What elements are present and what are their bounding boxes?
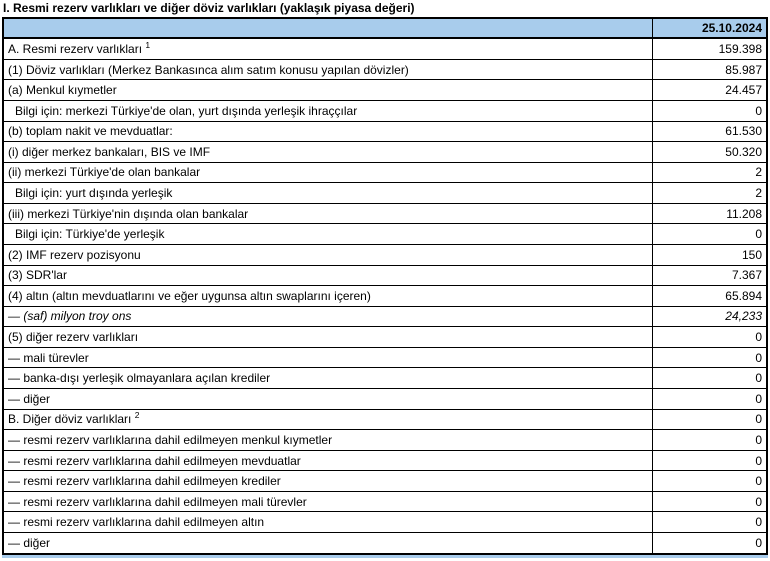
table-row — [3, 80, 767, 101]
table-row — [3, 203, 767, 224]
table-header-row — [3, 18, 767, 38]
table-row — [3, 100, 767, 121]
row-label-cell: — resmi rezerv varlıklarına dahil edilmeyen mevduatlar — [3, 450, 652, 471]
row-label-cell: (1) Döviz varlıkları (Merkez Bankasınca alım satım konusu yapılan dövizler) — [3, 59, 652, 80]
reserves-table — [2, 17, 768, 555]
table-row — [3, 347, 767, 368]
table-row — [3, 491, 767, 512]
table-row — [3, 121, 767, 142]
table-row — [3, 430, 767, 451]
table-row — [3, 265, 767, 286]
row-label-cell: (i) diğer merkez bankaları, BIS ve IMF — [3, 142, 652, 163]
date-header-cell: 25.10.2024 — [652, 18, 767, 38]
row-value-cell: 85.987 — [652, 59, 767, 80]
table-row — [3, 533, 767, 554]
table-row — [3, 38, 767, 59]
table-row — [3, 389, 767, 410]
row-value-cell: 2 — [652, 183, 767, 204]
row-label-cell: (3) SDR'lar — [3, 265, 652, 286]
row-label-cell: Bilgi için: yurt dışında yerleşik — [3, 183, 652, 204]
table-row — [3, 409, 767, 430]
table-body — [3, 38, 767, 554]
table-row — [3, 142, 767, 163]
row-label-cell: (a) Menkul kıymetler — [3, 80, 652, 101]
row-label-cell: — resmi rezerv varlıklarına dahil edilmeyen krediler — [3, 471, 652, 492]
row-label-cell: B. Diğer döviz varlıkları $^2$ — [3, 409, 652, 430]
table-row — [3, 450, 767, 471]
row-label-cell: (4) altın (altın mevduatlarını ve eğer uygunsa altın swaplarını içeren) — [3, 286, 652, 307]
row-value-cell: 0 — [652, 224, 767, 245]
row-value-cell: 0 — [652, 491, 767, 512]
row-value-cell: 7.367 — [652, 265, 767, 286]
footnote-marker: 1 — [145, 39, 151, 50]
row-value-cell: 0 — [652, 409, 767, 430]
row-label-cell: (5) diğer rezerv varlıkları — [3, 327, 652, 348]
row-value-cell: 0 — [652, 512, 767, 533]
table-row — [3, 162, 767, 183]
row-value-cell: 50.320 — [652, 142, 767, 163]
table-row — [3, 306, 767, 327]
table-row — [3, 244, 767, 265]
table-row — [3, 471, 767, 492]
page-title: I. Resmi rezerv varlıkları ve diğer döviz varlıkları (yaklaşık piyasa değeri) — [3, 1, 415, 15]
row-label-cell: — resmi rezerv varlıklarına dahil edilmeyen mali türevler — [3, 491, 652, 512]
table-row — [3, 327, 767, 348]
row-value-cell: 159.398 — [652, 38, 767, 59]
row-value-cell: 11.208 — [652, 203, 767, 224]
row-value-cell: 2 — [652, 162, 767, 183]
row-label-cell: Bilgi için: merkezi Türkiye'de olan, yurt dışında yerleşik ihraççılar — [3, 100, 652, 121]
row-label-cell: — diğer — [3, 389, 652, 410]
row-label-cell: — diğer — [3, 533, 652, 554]
row-label-cell: — mali türevler — [3, 347, 652, 368]
table-row — [3, 368, 767, 389]
row-label-cell: — resmi rezerv varlıklarına dahil edilmeyen menkul kıymetler — [3, 430, 652, 451]
row-label-cell: (ii) merkezi Türkiye'de olan bankalar — [3, 162, 652, 183]
row-value-cell: 0 — [652, 100, 767, 121]
row-label-cell: Bilgi için: Türkiye'de yerleşik — [3, 224, 652, 245]
row-label-cell: (2) IMF rezerv pozisyonu — [3, 244, 652, 265]
row-value-cell: 65.894 — [652, 286, 767, 307]
row-value-cell: 0 — [652, 368, 767, 389]
row-label-cell: (iii) merkezi Türkiye'nin dışında olan bankalar — [3, 203, 652, 224]
row-label-cell: — resmi rezerv varlıklarına dahil edilmeyen altın — [3, 512, 652, 533]
row-value-cell: 0 — [652, 327, 767, 348]
row-value-cell: 24,233 — [652, 306, 767, 327]
table-row — [3, 183, 767, 204]
row-value-cell: 150 — [652, 244, 767, 265]
row-value-cell: 0 — [652, 471, 767, 492]
table-row — [3, 59, 767, 80]
row-value-cell: 0 — [652, 347, 767, 368]
row-label-cell: — banka-dışı yerleşik olmayanlara açılan krediler — [3, 368, 652, 389]
row-label-cell: A. Resmi rezerv varlıkları $^1$ — [3, 38, 652, 59]
row-value-cell: 0 — [652, 430, 767, 451]
row-value-cell: 0 — [652, 389, 767, 410]
table-row — [3, 224, 767, 245]
row-value-cell: 24.457 — [652, 80, 767, 101]
row-label-cell: (b) toplam nakit ve mevduatlar: — [3, 121, 652, 142]
header-empty-cell — [3, 18, 652, 38]
next-section-sliver — [2, 555, 768, 558]
table-row — [3, 512, 767, 533]
table-row — [3, 286, 767, 307]
row-value-cell: 61.530 — [652, 121, 767, 142]
row-value-cell: 0 — [652, 533, 767, 554]
row-value-cell: 0 — [652, 450, 767, 471]
footnote-marker: 2 — [134, 410, 140, 421]
row-label-cell: — (saf) milyon troy ons — [3, 306, 652, 327]
